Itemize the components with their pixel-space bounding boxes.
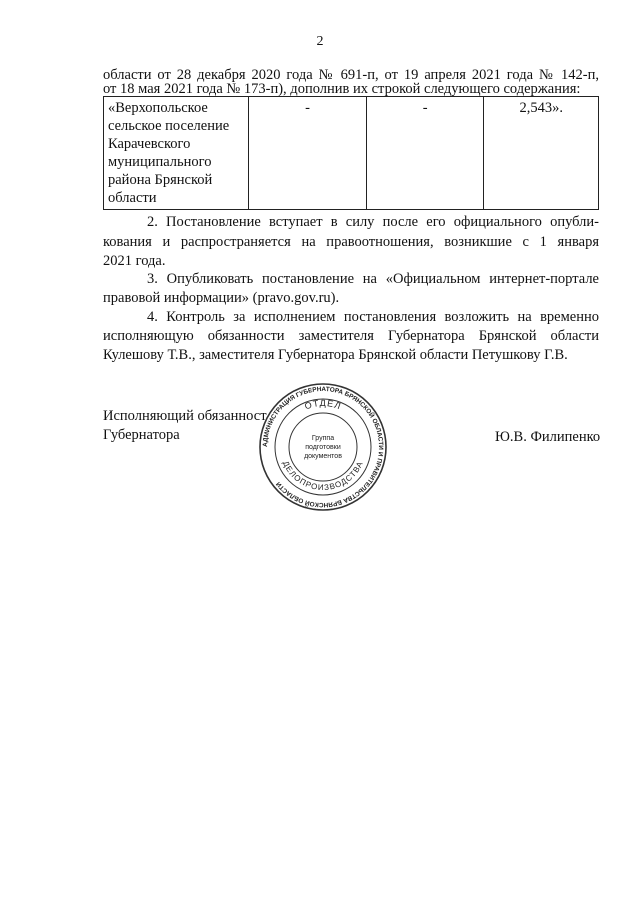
stamp-outer-text: АДМИНИСТРАЦИЯ ГУБЕРНАТОРА БРЯНСКОЙ ОБЛАСТИ И ПРАВИТЕЛЬСТВА БРЯНСКОЙ ОБЛАСТИ [261,385,385,509]
intro-line-2: от 18 мая 2021 года № 173-п), дополнив их строкой следующего содержания: [103,81,581,97]
amendment-table [103,96,599,210]
table-cell-settlement: «Верхопольское сельское поселение Карачевского муниципального района Брянской области [104,97,249,210]
signatory-name: Ю.В. Филипенко [495,429,601,445]
table-cell-value: 2,543». [484,97,599,210]
item3-line-1: 3. Опубликовать постановление на «Официальном интернет-портале [147,271,599,287]
table-cell-col2: - [249,97,367,210]
item4-line-1: 4. Контроль за исполнением постановления возложить на временно [147,309,599,325]
stamp-center-3: документов [304,453,342,460]
table-row [104,97,599,210]
item4-line-2: исполняющую обязанности заместителя Губернатора Брянской области [103,328,599,344]
item2-line-2: кования и распространяется на правоотношения, возникшие с 1 января [103,234,599,250]
stamp-center-2: подготовки [305,444,341,451]
stamp-dept-top: ОТДЕЛ [303,397,343,412]
signatory-title-line-2: Губернатора [103,427,180,443]
stamp-center-1: Группа [311,435,335,442]
signatory-title-line-1: Исполняющий обязанност [103,408,267,424]
item2-line-1: 2. Постановление вступает в силу после его официального опубли- [147,214,599,230]
intro-line-1: области от 28 декабря 2020 года № 691-п, от 19 апреля 2021 года № 142-п, [103,67,599,83]
table-cell-col3: - [366,97,484,210]
official-stamp [258,382,388,512]
stamp-dept-bottom: ДЕЛОПРОИЗВОДСТВА [280,459,366,493]
page-number: 2 [316,34,324,49]
svg-text:ОТДЕЛ [303,398,343,411]
item2-line-3: 2021 года. [103,253,166,269]
item3-line-2: правовой информации» (pravo.gov.ru). [103,290,340,306]
item4-line-3: Кулешову Т.В., заместителя Губернатора Брянской области Петушкову Г.В. [103,347,568,363]
